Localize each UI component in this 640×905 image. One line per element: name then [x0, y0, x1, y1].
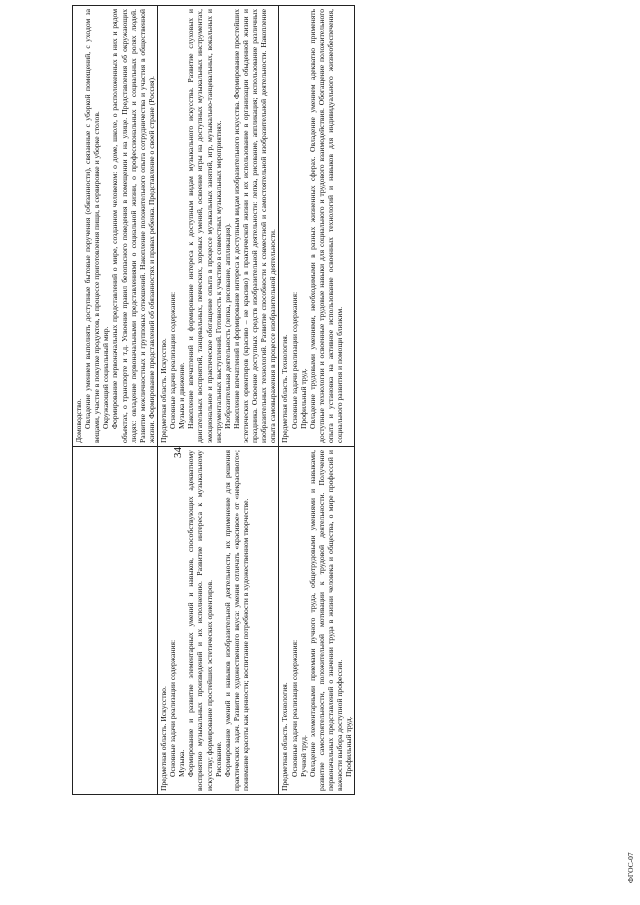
cell-paragraph: Изобразительная деятельность (лепка, рисование, аппликация). [222, 223, 232, 430]
footer-label: ФГОС-07 [626, 852, 635, 883]
content-table [72, 5, 355, 795]
cell-paragraph: Предметная область. Искусство. [158, 338, 168, 444]
cell-paragraph: Предметная область. Искусство. [158, 686, 168, 791]
right-cell [73, 6, 158, 447]
cell-paragraph: Формирование первоначальных представлений о мире, созданном человеком: о доме, школе, о расположенных в них и рядом объектах, о транспорте и т.д. Усвоение правил безопасного поведения в помещении и на улице. Представления об окружающих людях: овладение первоначальными представлениями о социальной жизни, о профессиональных и социальных ролях людей. Развитие межличностных и групповых отношений. Накопление положительного опыта сотрудничества и участия в общественной жизни. Формирование представлений об обязанностях и правах ребенка. Представление о своей стране (Россия). [110, 9, 156, 444]
cell-paragraph: Овладение трудовыми умениями, необходимыми в разных жизненных сферах. Овладение умением адекватно применять доступные технологии и освоенные трудовые навыки для социального и трудового взаимодействия. Обогащение положительного опыта и установка на активное использование освоенных технологий и навыков для индивидуального жизнеобеспечения, социального развития и помощи близким. [307, 9, 345, 444]
cell-paragraph: Овладение элементарными приемами ручного труда, общетрудовыми умениями и навыками, развитие самостоятельности, положительной мотивации к трудовой деятельности. Получение первоначальных представлений о значении труда в жизни человека и общества, о мире профессий и важности выбора доступной профессии. [307, 450, 345, 791]
rotated-page [60, 0, 640, 905]
left-cell [279, 447, 355, 795]
cell-paragraph: Профильный труд. [298, 368, 308, 430]
left-cell [157, 447, 278, 795]
cell-paragraph: Рисование. [213, 741, 223, 777]
cell-paragraph: Накопление впечатлений и формирование интереса к доступным видам изобразительного искусства. Формирование простейших эстетических ориентиров (красиво – не красиво) в практической жизни и их использование в организации обыденной жизни и праздника. Освоение доступных средств изобразительной деятельности: лепка, рисование, аппликация; использование различных изобразительных технологий. Развитие способности к совместной и самостоятельной изобразительной деятельности. Накопление опыта самовыражения в процессе изобразительной деятельности. [231, 9, 278, 444]
table-row [157, 6, 278, 795]
cell-paragraph: Домоводство. [74, 398, 83, 444]
cell-paragraph: Основные задачи реализации содержания: [168, 291, 178, 430]
cell-paragraph: Основные задачи реализации содержания: [289, 639, 299, 777]
right-cell [157, 6, 278, 447]
cell-paragraph: Накопление впечатлений и формирование интереса к доступным видам музыкального искусства. Развитие слуховых и двигательных восприятий, танцевальных, певческих, хоровых умений, освоение игры на доступных музыкальных инструментах, эмоциональное и практическое обогащение опыта в процессе музыкальных занятий, игр, музыкально-танцевальных, вокальных и инструментальных выступлений. Готовность к участию в совместных музыкальных мероприятиях. [186, 9, 223, 444]
page-number: 34 [172, 447, 184, 458]
cell-paragraph: Ручной труд. [298, 735, 308, 777]
left-cell [73, 447, 158, 795]
cell-paragraph: Основные задачи реализации содержания: [289, 291, 299, 430]
cell-paragraph: Профильный труд. [344, 716, 354, 777]
table-row [279, 6, 355, 795]
cell-paragraph: Окружающий социальный мир. [101, 326, 111, 430]
right-cell [279, 6, 355, 447]
cell-paragraph: Предметная область. Технология. [280, 682, 290, 791]
table-row [73, 6, 158, 795]
cell-paragraph: Основные задачи реализации содержания: [168, 639, 178, 777]
cell-paragraph: Предметная область. Технология. [280, 334, 290, 444]
cell-paragraph: Формирование умений и навыков изобразительной деятельности, их применение для решения практических задач. Развитие художественного вкуса: умения отличать «красивое» от «некрасивого»; понимание красоты как ценности; воспитание потребности в художественном творчестве. [222, 450, 250, 791]
cell-paragraph: Музыка и движение. [177, 362, 187, 430]
cell-paragraph: Овладение умением выполнять доступные бытовые поручения (обязанности), связанные с уборкой помещений, с уходом за вещами, участие в покупке продуктов, в процессе приготовления пищи, в сервировке и уборке столов. [83, 9, 102, 444]
cell-paragraph: Музыка. [177, 749, 187, 777]
cell-paragraph: Формирование и развитие элементарных умений и навыков, способствующих адекватному восприятию музыкальных произведений и их исполнению. Развитие интереса к музыкальному искусству; формирование простейших эстетических ориентиров. [186, 450, 214, 791]
